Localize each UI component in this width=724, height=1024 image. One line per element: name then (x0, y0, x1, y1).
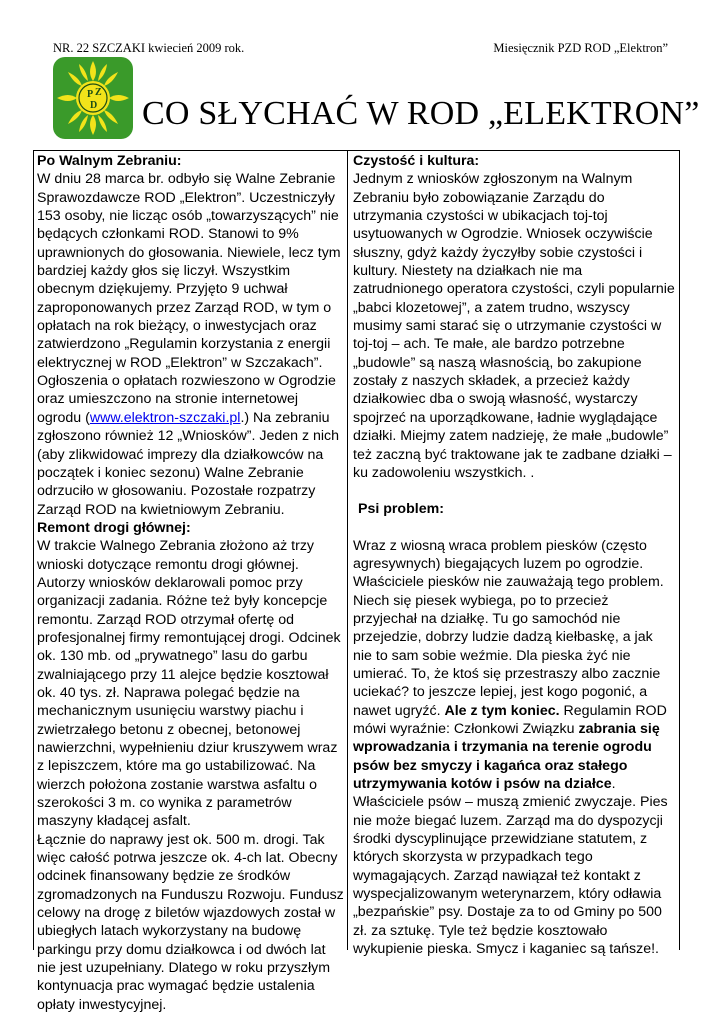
body-text: . Właściciele psów – muszą zmienić zwyczaje. Pies nie może biegać luzem. Zarząd ma do dyspozycji środki dyscyplinujące przewidziane statutem, z których skorzysta w przypadkach tego wymagających. Zarząd nawiązał też kontakt z wyspecjalizowanym weterynarzem, który odławia „bezpańskie” psy. Dostaje za to od Gminy po 500 zł. za sztukę. Tyle też będzie kosztowało wykupienie pieska. Smycz i kaganiec są tańsze!. (353, 776, 668, 958)
page-title: CO SŁYCHAĆ W ROD „ELEKTRON” (142, 95, 700, 132)
bold-text: zabrania się wprowadzania i trzymania na terenie ogrodu psów bez smyczy i kagańca oraz stałego utrzymywania kotów i psów na działce (353, 720, 660, 792)
spacer (353, 519, 675, 537)
right-column (353, 152, 675, 958)
pzd-logo (53, 57, 133, 139)
issue-info: NR. 22 SZCZAKI kwiecień 2009 rok. (53, 41, 245, 55)
section-heading-walne-zebranie: Po Walnym Zebraniu: (37, 153, 182, 169)
body-text: Regulamin ROD mówi wyraźnie: Członkowi Związku (353, 702, 667, 737)
bold-text: Ale z tym koniec. (444, 702, 560, 719)
section-body-remont-drogi: W trakcie Walnego Zebrania złożono aż trzy wnioski dotyczące remontu drogi głównej. Autorzy wniosków deklarowali pomoc przy organizacji zadania. Różne też były koncepcje remontu. Zarząd ROD otrzymał ofertę od profesjonalnej firmy remontującej drogi. Odcinek ok. 130 mb. od „prywatnego” lasu do garbu zwalniającego przy 11 alejce będzie kosztował ok. 40 tys. zł. Naprawa polegać będzie na mechanicznym usunięciu warstwy piachu i zwietrzałego betonu z obecnej, betonowej nawierzchni, wypełnieniu dziur kruszywem wraz z lepiszczem, które ma go ustabilizować. Na wierzch położona zostanie warstwa asfaltu o szerokości 3 m. co wynika z parametrów maszyny kładącej asfalt. (37, 538, 341, 830)
logo-letter-d: D (90, 100, 98, 111)
publication-name: Miesięcznik PZD ROD „Elektron” (493, 41, 668, 55)
logo-letter-p: P (87, 89, 94, 100)
section-body-walne-zebranie (37, 170, 345, 519)
section-heading-czystosc: Czystość i kultura: (353, 153, 480, 169)
section-heading-remont-drogi: Remont drogi głównej: (37, 519, 191, 536)
column-divider (347, 150, 348, 950)
logo-letter-z: Z (95, 87, 102, 98)
body-text: .) Na zebraniu zgłoszono również 12 „Wniosków”. Jeden z nich (aby zlikwidować imprezy dla działkowców na początek i koniec sezonu) Walne Zebranie odrzuciło w głosowaniu. Pozostałe rozpatrzy Zarząd ROD na kwietniowym Zebraniu. (37, 409, 340, 518)
body-text: Wraz z wiosną wraca problem piesków (często agresywnych) biegających luzem po ogrodzie. Właściciele piesków nie zauważają tego problem. Niech się piesek wybiega, po to przecież przyjechał na działkę. Tu go samochód nie przejedzie, dobrzy ludzie dadzą kiełbaskę, a jak nie to sam sobie weźmie. Dla pieska żyć nie umierać. To, że ktoś się przestraszy albo zacznie uciekać? to jeszcze lepiej, jest kogo pogonić, a nawet ugryźć. (353, 537, 664, 719)
body-text: W dniu 28 marca br. odbyło się Walne Zebranie Sprawozdawcze ROD „Elektron”. Uczestniczyły 153 osoby, nie licząc osób „towarzyszących” nie będących członkami ROD. Stanowi to 9% uprawnionych do głosowania. Niewiele, lecz tym bardziej każdy głos się liczył. Wszystkim obecnym dziękujemy. Przyjęto 9 uchwał zaproponowanych przez Zarząd ROD, w tym o opłatach na rok bieżący, o inwestycjach oraz zatwierdzono „Regulamin korzystania z energii elektrycznej w ROD „Elektron” w Szczakach”. Ogłoszenia o opłatach rozwieszono w Ogrodzie oraz umieszczono na stronie internetowej ogrodu ( (37, 171, 341, 426)
section-body-remont-drogi-cd: Łącznie do naprawy jest ok. 500 m. drogi. Tak więc całość potrwa jeszcze ok. 4-ch lat. Obecny odcinek finansowany będzie ze środków zgromadzonych na Funduszu Rozwoju. Fundusz celowy na drogę z biletów wjazdowych został w ubiegłych latach wykorzystany na budowę parkingu przy domu działkowca i od dwóch lat nie jest uzupełniany. Dlatego w roku przyszłym kontynuacja prac wymagać będzie ustalenia opłaty inwestycyjnej. (37, 831, 344, 1013)
section-body-czystosc: Jednym z wniosków zgłoszonym na Walnym Zebraniu było zobowiązanie Zarządu do utrzymania czystości w ubikacjach toj-toj usytuowanych w Ogrodzie. Wniosek oczywiście słuszny, gdyż każdy życzyłby sobie czystości i kultury. Niestety na działkach nie ma zatrudnionego operatora czystości, czyli popularnie „babci klozetowej”, a zatem trudno, wszyscy musimy sami starać się o utrzymanie czystości w toj-toj – ach. Te małe, ale bardzo potrzebne „budowle” są naszą własnością, bo zakupione zostały z naszych składek, a przecież każdy działkowiec dba o swoją własność, wystarczy spojrzeć na uporządkowane, ładnie wyglądające działki. Miejmy zatem nadzieję, że małe „budowle” też zaczną być traktowane jak te zadbane działki – ku zadowoleniu wszystkich. . (353, 171, 675, 481)
section-body-psi-problem (353, 537, 675, 959)
left-column (37, 152, 345, 1014)
spacer (353, 482, 675, 500)
website-link[interactable]: www.elektron-szczaki.pl (89, 409, 241, 426)
section-heading-psi-problem: Psi problem: (358, 501, 444, 518)
